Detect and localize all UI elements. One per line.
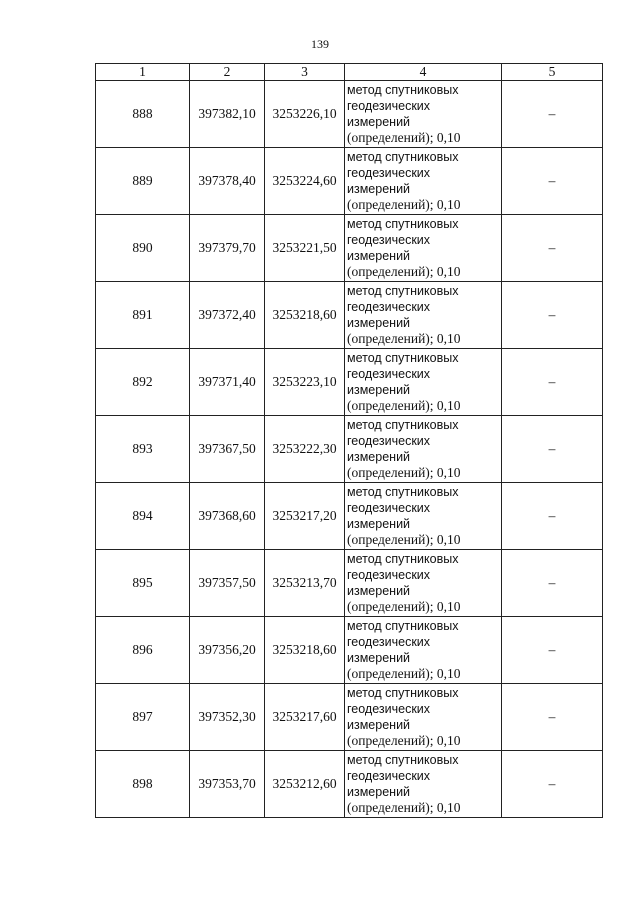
coordinate-x-cell: 397367,50 [190,416,265,483]
method-cell [345,349,502,416]
table-row [96,282,603,349]
method-text-line: метод спутниковых [347,619,459,633]
method-text-line: измерений [347,584,411,598]
note-cell: – [502,617,603,684]
point-number-cell: 888 [96,81,190,148]
method-text-line: (определений); 0,10 [347,599,461,614]
method-text-line: измерений [347,785,411,799]
coordinate-x-cell: 397356,20 [190,617,265,684]
method-text-line: геодезических [347,300,431,314]
note-cell: – [502,684,603,751]
method-text-line: метод спутниковых [347,418,459,432]
table-row [96,81,603,148]
method-text-line: (определений); 0,10 [347,331,461,346]
method-text-line: метод спутниковых [347,485,459,499]
method-text-line: (определений); 0,10 [347,465,461,480]
coordinate-y-cell: 3253226,10 [265,81,345,148]
method-text-line: измерений [347,249,411,263]
method-text-line: измерений [347,383,411,397]
table-row [96,215,603,282]
method-text-line: метод спутниковых [347,217,459,231]
method-text-line: геодезических [347,367,431,381]
coordinate-y-cell: 3253217,60 [265,684,345,751]
method-text-line: (определений); 0,10 [347,532,461,547]
coordinate-y-cell: 3253223,10 [265,349,345,416]
coordinate-y-cell: 3253218,60 [265,617,345,684]
column-header: 3 [265,64,345,81]
method-text-line: измерений [347,651,411,665]
method-cell [345,684,502,751]
coordinate-x-cell: 397352,30 [190,684,265,751]
coordinate-y-cell: 3253222,30 [265,416,345,483]
note-cell: – [502,215,603,282]
method-text-line: метод спутниковых [347,351,459,365]
method-text-line: геодезических [347,702,431,716]
method-text-line: (определений); 0,10 [347,733,461,748]
point-number-cell: 894 [96,483,190,550]
method-cell [345,81,502,148]
coordinate-x-cell: 397357,50 [190,550,265,617]
coordinate-x-cell: 397368,60 [190,483,265,550]
method-text-line: измерений [347,316,411,330]
method-text-line: измерений [347,718,411,732]
column-header: 4 [345,64,502,81]
method-text-line: метод спутниковых [347,284,459,298]
method-text-line: метод спутниковых [347,686,459,700]
method-cell [345,148,502,215]
method-text-line: измерений [347,517,411,531]
method-text-line: геодезических [347,769,431,783]
coordinate-y-cell: 3253213,70 [265,550,345,617]
column-header: 5 [502,64,603,81]
column-header: 1 [96,64,190,81]
note-cell: – [502,148,603,215]
method-text-line: геодезических [347,166,431,180]
method-cell [345,617,502,684]
point-number-cell: 898 [96,751,190,818]
table-body [96,81,603,818]
column-header: 2 [190,64,265,81]
method-text-line: метод спутниковых [347,150,459,164]
point-number-cell: 897 [96,684,190,751]
coordinates-table [95,63,603,818]
method-text-line: измерений [347,115,411,129]
table-row [96,483,603,550]
point-number-cell: 889 [96,148,190,215]
method-text-line: геодезических [347,635,431,649]
method-text-line: (определений); 0,10 [347,130,461,145]
note-cell: – [502,550,603,617]
coordinate-y-cell: 3253212,60 [265,751,345,818]
method-text-line: метод спутниковых [347,753,459,767]
method-cell [345,550,502,617]
table-row [96,684,603,751]
coordinate-x-cell: 397378,40 [190,148,265,215]
point-number-cell: 891 [96,282,190,349]
method-text-line: геодезических [347,568,431,582]
coordinate-y-cell: 3253218,60 [265,282,345,349]
method-cell [345,215,502,282]
point-number-cell: 890 [96,215,190,282]
table-header-row [96,64,603,81]
coordinate-x-cell: 397371,40 [190,349,265,416]
method-text-line: (определений); 0,10 [347,800,461,815]
method-text-line: измерений [347,450,411,464]
method-cell [345,751,502,818]
method-text-line: (определений); 0,10 [347,666,461,681]
table-row [96,617,603,684]
method-text-line: измерений [347,182,411,196]
method-text-line: геодезических [347,99,431,113]
method-text-line: (определений); 0,10 [347,398,461,413]
point-number-cell: 896 [96,617,190,684]
table-row [96,349,603,416]
coordinate-x-cell: 397353,70 [190,751,265,818]
point-number-cell: 895 [96,550,190,617]
method-text-line: метод спутниковых [347,552,459,566]
note-cell: – [502,751,603,818]
note-cell: – [502,81,603,148]
method-text-line: (определений); 0,10 [347,197,461,212]
note-cell: – [502,349,603,416]
coordinate-y-cell: 3253221,50 [265,215,345,282]
table-row [96,550,603,617]
method-cell [345,282,502,349]
note-cell: – [502,282,603,349]
method-text-line: геодезических [347,233,431,247]
coordinate-y-cell: 3253224,60 [265,148,345,215]
note-cell: – [502,416,603,483]
coordinate-x-cell: 397379,70 [190,215,265,282]
method-text-line: (определений); 0,10 [347,264,461,279]
table-row [96,416,603,483]
note-cell: – [502,483,603,550]
point-number-cell: 892 [96,349,190,416]
table-row [96,148,603,215]
coordinate-x-cell: 397372,40 [190,282,265,349]
coordinate-x-cell: 397382,10 [190,81,265,148]
method-cell [345,416,502,483]
method-text-line: метод спутниковых [347,83,459,97]
page-number: 139 [311,37,329,51]
point-number-cell: 893 [96,416,190,483]
method-text-line: геодезических [347,434,431,448]
method-cell [345,483,502,550]
coordinate-y-cell: 3253217,20 [265,483,345,550]
method-text-line: геодезических [347,501,431,515]
table-row [96,751,603,818]
